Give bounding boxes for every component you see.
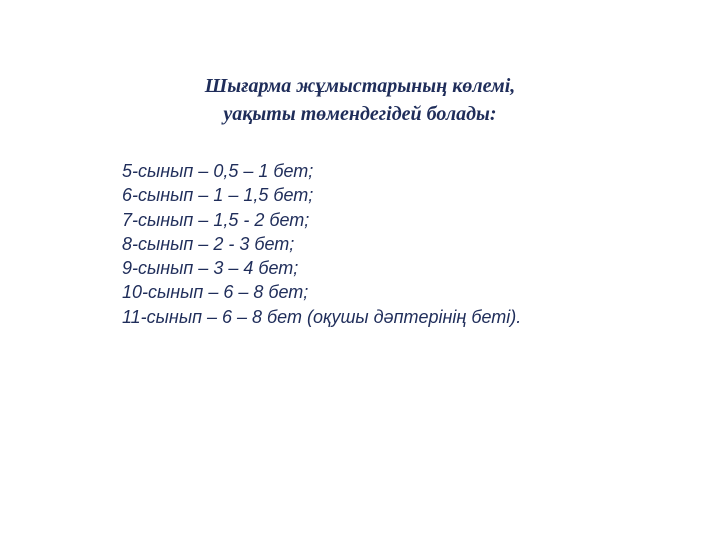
list-item-grade-5: 5-сынып – 0,5 – 1 бет; bbox=[122, 161, 314, 181]
title-line-1: Шығарма жұмыстарының көлемі, bbox=[204, 75, 516, 97]
list-item-grade-7: 7-сынып – 1,5 - 2 бет; bbox=[122, 209, 310, 230]
list-item-grade-9: 9-сынып – 3 – 4 бет; bbox=[122, 258, 299, 279]
grade-volume-list bbox=[122, 159, 702, 329]
title-line-2: уақыты төмендегідей болады: bbox=[223, 103, 497, 125]
list-item-grade-10: 10-сынып – 6 – 8 бет; bbox=[122, 282, 309, 303]
list-item-grade-6: 6-сынып – 1 – 1,5 бет; bbox=[122, 185, 314, 206]
slide-title bbox=[0, 72, 720, 128]
list-item-grade-8: 8-сынып – 2 - 3 бет; bbox=[122, 233, 295, 254]
list-item-grade-11: 11-сынып – 6 – 8 бет (оқушы дәптерінің беті). bbox=[122, 306, 522, 327]
